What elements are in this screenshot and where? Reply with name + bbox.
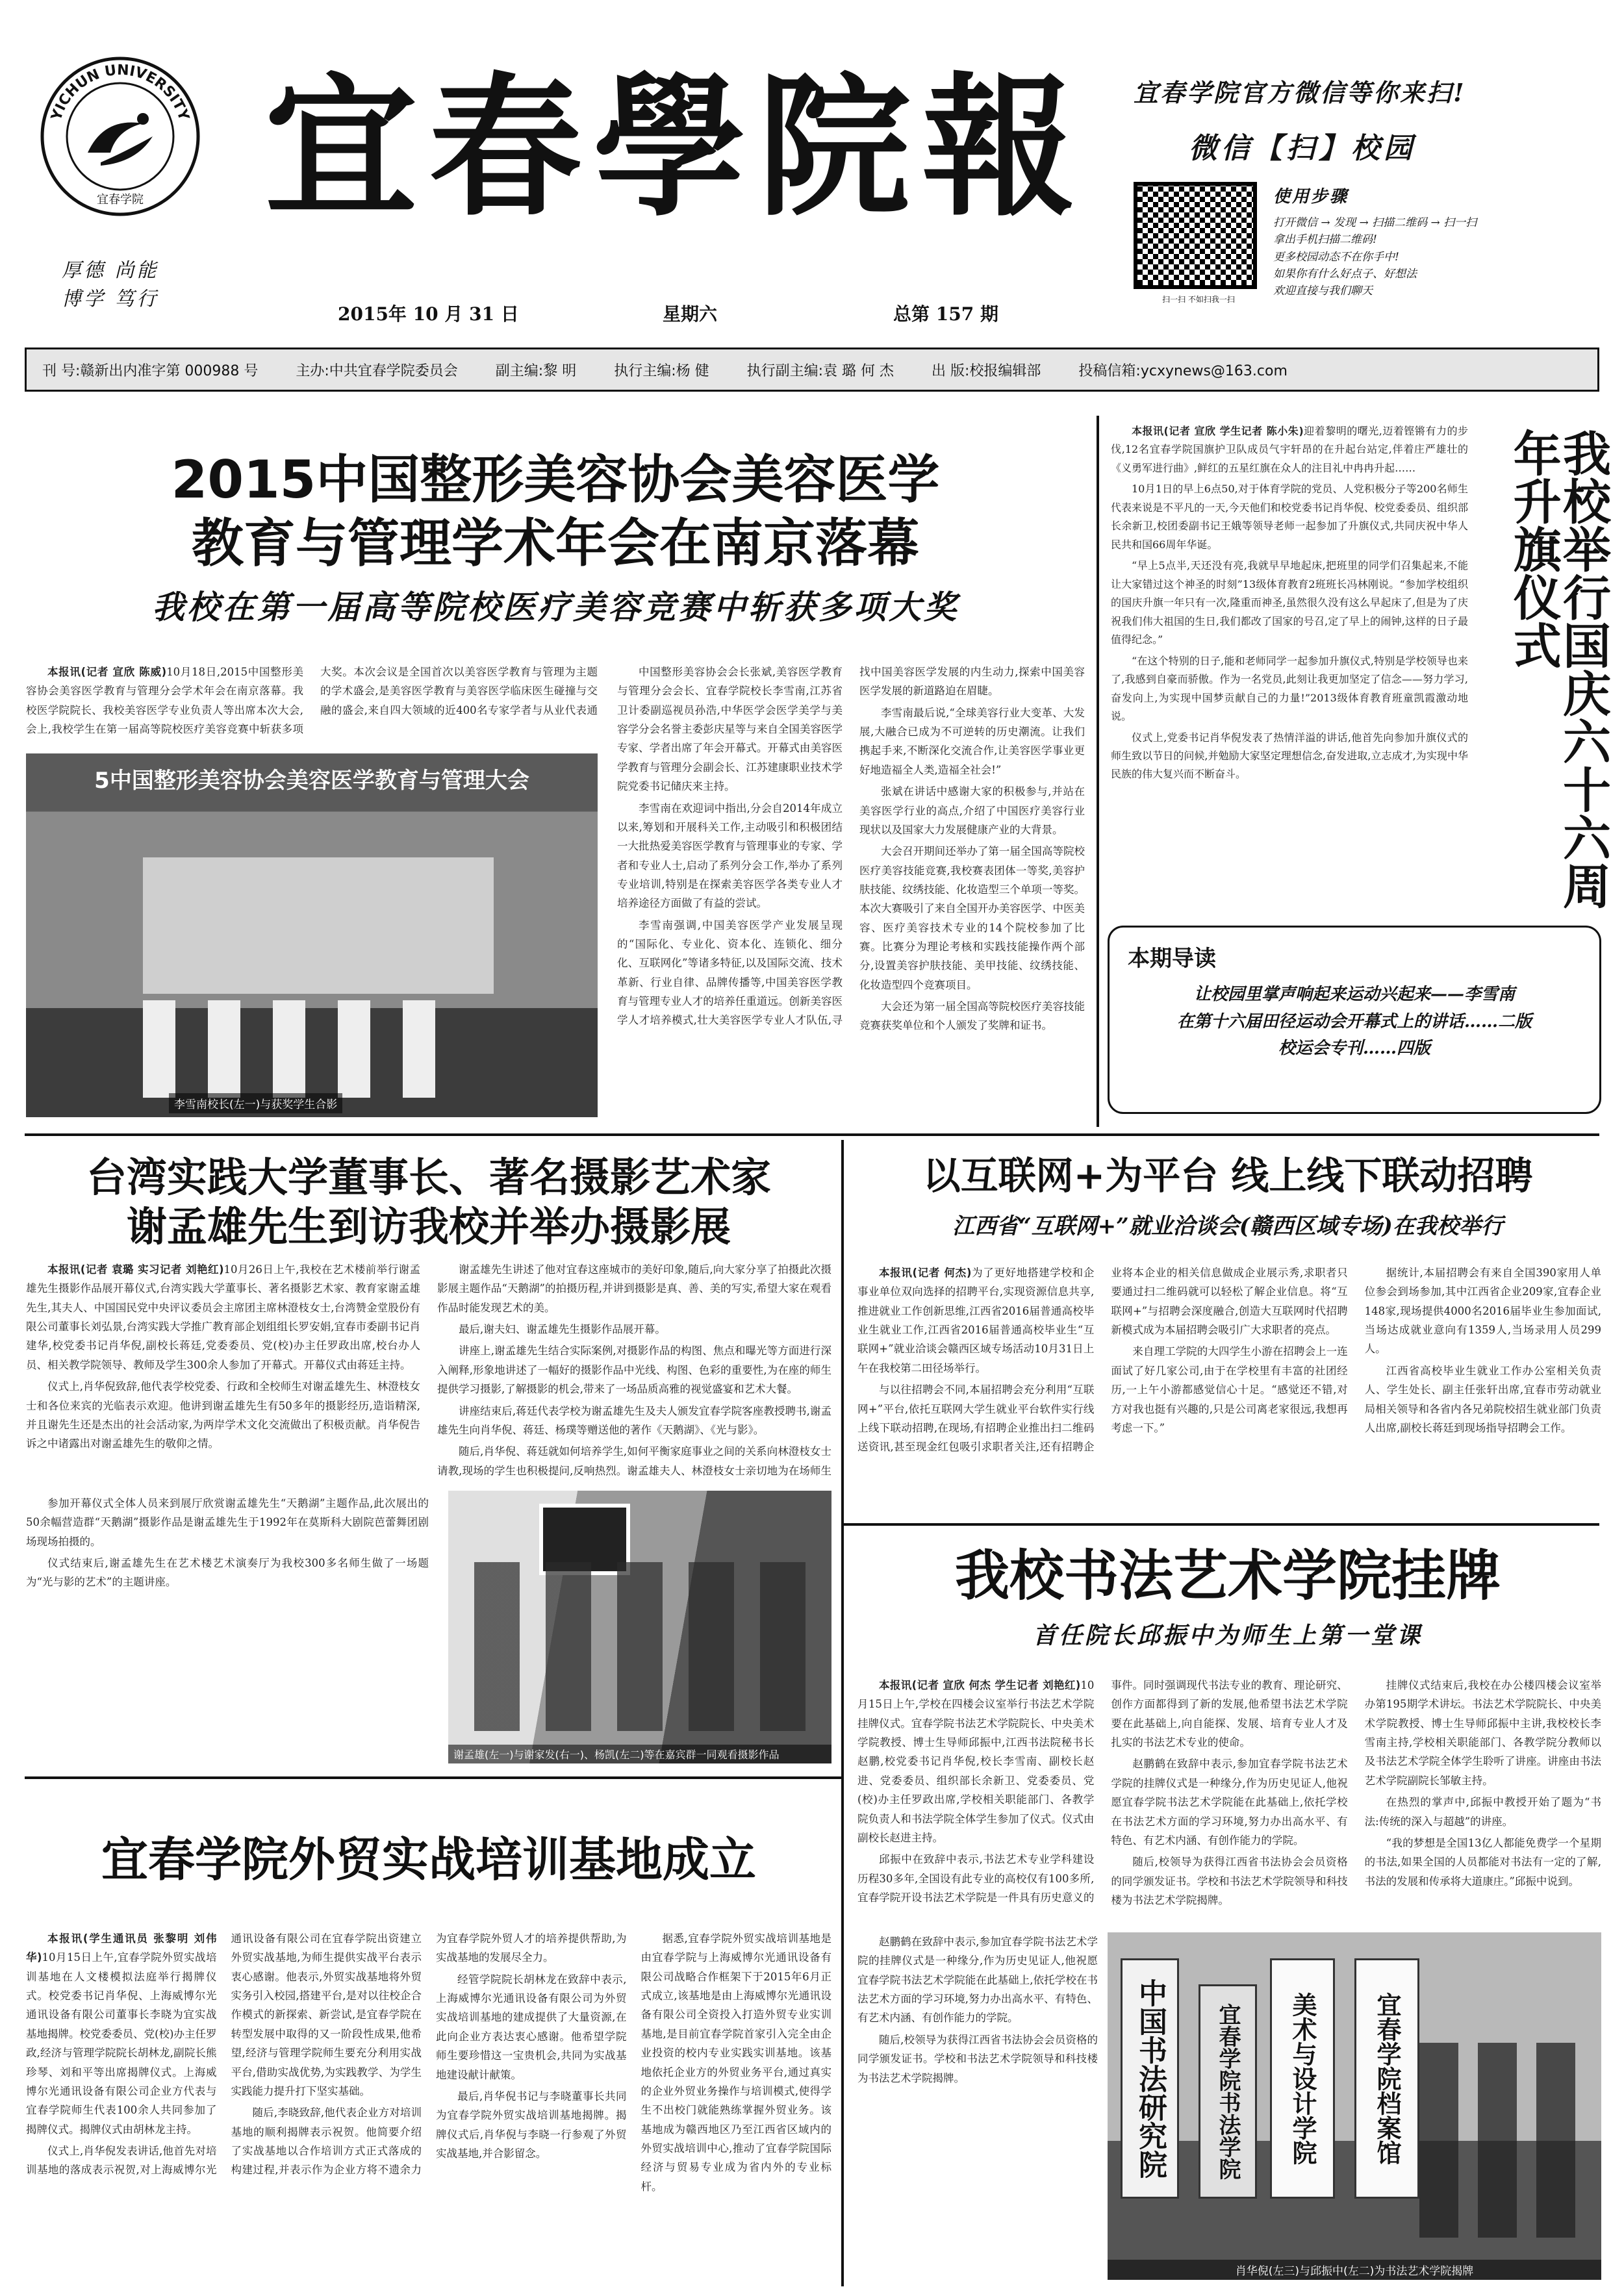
logo-univ-en: YICHUN UNIVERSITY [48, 62, 192, 123]
article6-title: 宜春学院外贸实战培训基地成立 [101, 1832, 756, 1887]
divider-horizontal-1 [25, 1133, 1599, 1136]
article5-byline: 本报讯(记者 宣欣 何杰 学生记者 刘艳红) [879, 1679, 1081, 1691]
info-bar [25, 347, 1599, 392]
usage-text: 打开微信 → 发现 → 扫描二维码 → 扫一扫 拿出手机扫描二维码! 更多校园动态不在你手中! 如果你有什么好点子、好想法 欢迎直接与我们聊天 [1273, 216, 1477, 298]
school-motto: 厚德 尚能 博学 笃行 [62, 259, 159, 310]
divider-vertical-top [1097, 416, 1099, 1127]
info-deputy-editor: 副主编:黎 明 [495, 362, 577, 379]
ceremony-attendees [1419, 2043, 1595, 2238]
info-exec-editor: 执行主编:杨 健 [614, 362, 709, 379]
article6-body: 本报讯(学生通讯员 张黎明 刘伟华)10月15日上午,宜春学院外贸实战培训基地在人文楼模拟法庭举行揭牌仪式。校党委书记肖华倪、上海威博尔光通讯设备有限公司董事长李晓为宜实战基地揭牌。校党委委员、党(校)办主任罗政,经济与管理学院院长胡林龙,副院长熊珍琴、刘和平等出席揭牌仪式。上海威博尔光通讯设备有限公司企业方代表与宜春学院师生代表100余人共同参加了揭牌仪式。揭牌仪式由胡林龙主持。 仪式上,肖华倪发表讲话,他首先对培训基地的落成表示祝贺,对上海威博尔光通讯设备有限公司在宜春学院出资建立外贸实战基地,为师生提供实战平台表示衷心感谢。他表示,外贸实战基地将外贸实务引入校园,搭建平台,是对以往校企合作模式的新探索、新尝试,是宜春学院在转型发展中取得的又一阶段性成果,他希望,经济与管理学院师生要充分利用实战平台,借助实战优势,为实践教学、为学生实践能力提升打下坚实基础。 随后,李晓致辞,他代表企业方对培训基地的顺利揭牌表示祝贺。他简要介绍了实战基地以合作培训方式正式落成的构建过程,并表示作为企业方将不遗余力为宜春学院外贸人才的培养提供帮助,为实战基地的发展尽全力。 经管学院院长胡林龙在致辞中表示,上海威博尔光通讯设备有限公司为外贸实战培训基地的建成提供了大量资源,在此向企业方表达衷心感谢。他希望学院师生要珍惜这一宝贵机会,共同为实战基地建设献计献策。 最后,肖华倪书记与李晓董事长共同为宜春学院外贸实战培训基地揭牌。揭牌仪式后,肖华倪与李晓一行参观了外贸实战基地,并合影留念。 据悉,宜春学院外贸实战培训基地是由宜春学院与上海威博尔光通讯设备有限公司战略合作框架下于2015年6月正式成立,该基地是由上海威博尔光通讯设备有限公司全资投入打造外贸专业实训基地,是目前宜春学院首家引入完全由企业投资的校内专业实践实训基地。该基地依托企业方的外贸业务平台,通过真实的企业外贸业务操作与培训模式,使得学生不出校门就能熟练掌握外贸业务。该基地成为赣西地区乃至江西省区域内的外贸实战培训中心,推动了宜春学院国际经济与贸易专业成为省内外的专业标杆。 [26, 1932, 831, 2193]
article1-photo-banner: 5中国整形美容协会美容医学教育与管理大会 [94, 768, 529, 794]
plaque-1: 中国书法研究院 [1121, 1958, 1179, 2199]
article5-body-b: 赵鹏鹤在致辞中表示,参加宜春学院书法艺术学院的挂牌仪式是一种缘分,作为历史见证人,他祝愿宜春学院书法艺术学院能在此基础上,依托学校在书法艺术方面的学习环境,努力办出高水平、有特色、有艺术内涵、有创作能力的学院。 随后,校领导为获得江西省书法协会会员资格的同学颁发证书。学校和书法艺术学院领导和科技楼为书法艺术学院揭牌。 [857, 1936, 1098, 2084]
info-exec-deputy: 执行副主编:袁 璐 何 杰 [746, 362, 894, 379]
article3-title: 台湾实践大学董事长、著名摄影艺术家 谢孟雄先生到访我校并举办摄影展 [86, 1154, 771, 1250]
article5-body-a: 本报讯(记者 宣欣 何杰 学生记者 刘艳红)10月15日上午,学校在四楼会议室举行书法艺术学院挂牌仪式。宜春学院书法艺术学院院长、中央美术学院教授、博士生导师邱振中,江西书法院秘书长赵鹏,校党委书记肖华倪,校长李雪南、副校长赵进、党委委员、组织部长余新卫、党委委员、党(校)办主任罗政出席,学校相关职能部门、各教学院负责人和书法学院全体学生参加了仪式。仪式由副校长赵进主持。 邱振中在致辞中表示,书法艺术专业学科建设历程30多年,全国设有此专业的高校仅有100多所,宜春学院开设书法艺术学院是一件具有历史意义的事件。同时强调现代书法专业的教育、理论研究、创作方面都得到了新的发展,他希望书法艺术学院要在此基础上,向自能探、发展、培育专业人才及扎实的书法艺术专业的使命。 赵鹏鹤在致辞中表示,参加宜春学院书法艺术学院的挂牌仪式是一种缘分,作为历史见证人,他祝愿宜春学院书法艺术学院能在此基础上,依托学校在书法艺术方面的学习环境,努力办出高水平、有特色、有艺术内涵、有创作能力的学院。 随后,校领导为获得江西省书法协会会员资格的同学颁发证书。学校和书法艺术学院领导和科技楼为书法艺术学院揭牌。 挂牌仪式结束后,我校在办公楼四楼会议室举办第195期学术讲坛。书法艺术学院院长、中央美术学院教授、博士生导师邱振中主讲,我校校长李雪南主持,学校相关职能部门、各教学院分教师以及书法艺术学院全体学生聆听了讲座。讲座由书法艺术学院副院长邹敏主持。 在热烈的掌声中,邱振中教授开始了题为“书法:传统的深入与超越”的讲座。 “我的梦想是全国13亿人都能免费学一个星期的书法,如果全国的人员都能对书法有一定的了解,书法的发展和传承将大道康庄。”邱振中说到。 [857, 1679, 1601, 1906]
wechat-slogan: 宜春学院官方微信等你来扫! [1134, 78, 1466, 107]
info-sponsor: 主办:中共宜春学院委员会 [296, 362, 458, 379]
article1-body-a: 本报讯(记者 宣欣 陈威)10月18日,2015中国整形美容协会美容医学教育与管理分会学术年会在南京落幕。我校医学院院长、我校美容医学专业负责人等出席本次大会,会上,我校学生在第一届高等院校医疗美容竞赛中斩获多项大奖。本次会议是全国首次以美容医学教育与管理为主题的学术盛会,是美容医学教育与美容医学临床医生碰撞与交融的盛会,来自四大领域的近400名专家学者与从业代表通 [26, 666, 598, 736]
issue-date: 2015年 10 月 31 日 [338, 303, 519, 325]
article4-byline: 本报讯(记者 何杰) [879, 1267, 972, 1279]
article4-subtitle: 江西省“互联网+”就业洽谈会(赣西区域专场)在我校举行 [952, 1213, 1503, 1239]
university-logo [39, 55, 201, 218]
wechat-title: 微信【扫】校园 [1189, 132, 1416, 165]
article4-body: 本报讯(记者 何杰)为了更好地搭建学校和企事业单位双向选择的招聘平台,实现资源信息共享,推进就业工作创新思维,江西省2016届普通高校毕业生就业工作,江西省2016届普通高校毕业生“互联网+”就业洽谈会赣西区域专场活动10月31日上午在我校第二田径场举行。 与以往招聘会不同,本届招聘会充分利用“互联网+”平台,依托互联网大学生就业平台软件实行线上线下联动招聘,在现场,有招聘企业推出扫二维码送资讯,甚至现金红包吸引求职者关注,还有招聘企业将本企业的相关信息做成企业展示秀,求职者只要通过扫二维码就可以轻松了解企业信息。将“互联网+”与招聘会深度融合,创造大互联网时代招聘新模式成为本届招聘会吸引广大求职者的亮点。 来自理工学院的大四学生小游在招聘会上一连面试了好几家公司,由于在学校里有丰富的社团经历,一上午小游都感觉信心十足。“感觉还不错,对方对我也挺有兴趣的,只是公司离老家很远,我想再考虑一下。” 据统计,本届招聘会有来自全国390家用人单位参会到场参加,其中江西省企业209家,宜春企业148家,现场提供4000名2016届毕业生参加面试,当场达成就业意向有1359人,当场录用人员299人。 江西省高校毕业生就业工作办公室相关负责人、学生处长、副主任张轩出席,宜春市劳动就业局相关领导和各省内各兄弟院校招生就业部门负责人出席,副校长蒋廷到现场指导招聘会工作。 [857, 1267, 1601, 1454]
article1-photo-stage [143, 857, 494, 994]
guide-line-1[interactable]: 让校园里掌声响起来运动兴起来——李雪南 [1193, 985, 1515, 1004]
guide-line-3[interactable]: 校运会专刊……四版 [1278, 1039, 1430, 1059]
article2-title: 我校举行国庆六十六周年升旗仪式 [1505, 429, 1611, 909]
info-publisher: 出 版:校报编辑部 [932, 362, 1041, 379]
university-seal-icon [39, 55, 201, 218]
svg-text:YICHUN UNIVERSITY [48, 62, 192, 123]
article1-photo-caption: 李雪南校长(左一)与获奖学生合影 [169, 1093, 342, 1113]
article4-title: 以互联网+为平台 线上线下联动招聘 [922, 1154, 1533, 1198]
article3-body-a: 本报讯(记者 袁璐 实习记者 刘艳红)10月26日上午,我校在艺术楼前举行谢孟雄先生摄影作品展开幕仪式,台湾实践大学董事长、著名摄影艺术家、教育家谢孟雄先生,其夫人、中国国民党中央评议委员会主席团主席林澄枝女士,台湾赞金堂股份有限公司董事长刘弘景,台湾实践大学推广教育部企划组组长罗安娟,宜春市委副书记肖建华,校党委书记肖华倪,副校长蒋廷,党委委员、党(校)办主任罗政出席,校台办人员、相关教学院领导、教师及学生300余人参加了开幕式。开幕仪式由蒋廷主持。 仪式上,肖华倪致辞,他代表学校党委、行政和全校师生对谢孟雄先生、林澄枝女士和各位来宾的光临表示欢迎。他讲到谢孟雄先生有50多年的摄影经历,造诣精深,并且谢先生还是杰出的社会活动家,为两岸学术文化交流做出了积极贡献。肖华倪告诉之中诸露出对谢孟雄先生的敬仰之情。 谢孟雄先生讲述了他对宜春这座城市的美好印象,随后,向大家分享了拍摄此次摄影展主题作品“天鹅湖”的拍摄历程,并讲到摄影是真、善、美的写实,希望大家在观看作品时能发现艺术的美。 最后,谢夫妇、谢孟雄先生摄影作品展开幕。 讲座上,谢孟雄先生结合实际案例,对摄影作品的构图、焦点和曝光等方面进行深入阐释,形象地讲述了一幅好的摄影作品中光线、构图、色彩的重要性,为在座的师生提供学习摄影,了解摄影的机会,带来了一场品质高雅的视觉盛宴和艺术大餐。 讲座结束后,蒋廷代表学校为谢孟雄先生及夫人颁发宜春学院客座教授聘书,谢孟雄先生向肖华倪、蒋廷、杨璞等赠送他的著作《天鹅湖》、《光与影》。 随后,肖华倪、蒋廷就如何培养学生,如何平衡家庭事业之间的关系向林澄枝女士请教,现场的学生也积极提问,反响热烈。谢孟雄夫人、林澄枝女士亲切地为在场师生 [26, 1263, 831, 1477]
article2-byline: 本报讯(记者 宣欣 学生记者 陈小朱) [1132, 425, 1304, 437]
visitor-silhouettes [474, 1562, 812, 1731]
article6-byline: 本报讯(学生通讯员 张黎明 刘伟华) [26, 1932, 217, 1964]
article2-body: 本报讯(记者 宣欣 学生记者 陈小朱)迎着黎明的曙光,迈着铿锵有力的步伐,12名宜春学院国旗护卫队成员气宇轩昂的在升起台站定,伴着庄严雄壮的《义勇军进行曲》,鲜红的五星红旗在众人的注目礼中冉冉升起…… 10月1日的早上6点50,对于体育学院的党员、人党积极分子等200名师生代表来说是不平凡的一天,今天他们和校党委书记肖华倪、校党委委员、组织部长余新卫,校团委副书记王娥等领导老师一起参加了升旗仪式,共同庆祝中华人民共和国66周年华诞。 “早上5点半,天还没有亮,我就早早地起床,把班里的同学们召集起来,不能让大家错过这个神圣的时刻”13级体育教育2班班长冯林刚说。“参加学校组织的国庆升旗一年只有一次,隆重而神圣,虽然很久没有这么早起床了,但是为了庆祝我们伟大祖国的生日,我们都改了国家的号召,定了早上的闹钟,这样的日子最值得纪念。” “在这个特别的日子,能和老师同学一起参加升旗仪式,特别是学校领导也来了,我感到自豪而骄傲。作为一名党员,此刻让我更加坚定了信念——努力学习,奋发向上,为实现中国梦贡献自己的力量!”2013级体育教育班童凯霞激动地说。 仪式上,党委书记肖华倪发表了热情洋溢的讲话,他首先向参加升旗仪式的师生致以节日的问候,并勉励大家坚定理想信念,奋发进取,立志成才,为实现中华民族的伟大复兴而不断奋斗。 [1111, 425, 1468, 781]
article5-subtitle: 首任院长邱振中为师生上第一堂课 [1032, 1622, 1423, 1649]
logo-univ-cn: 宜春学院 [97, 193, 144, 207]
article1-byline: 本报讯(记者 宣欣 陈威) [47, 666, 167, 678]
article1-title: 2015中国整形美容协会美容医学 教育与管理学术年会在南京落幕 [171, 449, 940, 574]
article5-title: 我校书法艺术学院挂牌 [954, 1544, 1501, 1608]
guide-title: 本期导读 [1128, 946, 1216, 972]
info-email: 投稿信箱:ycxynews@163.com [1078, 362, 1288, 379]
article1-body-b: 中国整形美容协会会长张斌,美容医学教育与管理分会会长、宜春学院校长李雪南,江苏省卫计委副巡视员孙浩,中华医学会医学美学与美容学分会名誉主委彭庆星等与来自全国美容医学专家、学者出席了年会开幕式。开幕式由美容医学教育与管理分会副会长、江苏建康职业技术学院党委书记储庆来主持。 李雪南在欢迎词中指出,分会自2014年成立以来,筹划和开展科关工作,主动吸引和积极团结一大批热爱美容医学教育与管理事业的专家、学者和专业人士,启动了系列分会工作,举办了系列专业培训,特别是在探索美容医学各类专业人才培养途径方面做了有益的尝试。 李雪南强调,中国美容医学产业发展呈现的“国际化、专业化、资本化、连锁化、细分化、互联网化”等诸多特征,以及国际交流、技术革新、行业自律、品牌传播等,中国美容医学教育与管理专业人才的培养任重道远。创新美容医学人才培养模式,壮大美容医学专业人才队伍,寻找中国美容医学发展的内生动力,探索中国美容医学发展的新道路迫在眉睫。 李雪南最后说,“全球美容行业大变革、大发展,大融合已成为不可逆转的历史潮流。让我们携起手来,不断深化交流合作,让美容医学事业更好地造福全人类,造福全社会!” 张斌在讲话中感谢大家的积极参与,并站在美容医学行业的高点,介绍了中国医疗美容行业现状以及国家大力发展健康产业的大背景。 大会召开期间还举办了第一届全国高等院校医疗美容技能竞赛,我校赛表团体一等奖,美容护肤技能、纹绣技能、化妆造型三个单项一等奖。本次大赛吸引了来自全国开办美容医学、中医美容、医疗美容技术专业的14个院校参加了比赛。比赛分为理论考核和实践技能操作两个部分,设置美容护肤技能、美甲技能、纹绣技能、化妆造型四个竞赛项目。 大会还为第一届全国高等院校医疗美容技能竞赛获奖单位和个人颁发了奖牌和证书。 [617, 666, 1085, 1032]
wechat-qr-code[interactable] [1134, 182, 1257, 289]
info-license: 刊 号:赣新出内准字第 000988 号 [42, 362, 259, 379]
plaque-2: 美术与设计学院 [1270, 1958, 1335, 2199]
plaque-3: 宜春学院书法学院 [1199, 1984, 1257, 2199]
issue-number: 总第 157 期 [893, 303, 998, 325]
divider-horizontal-3 [25, 1776, 841, 1779]
article1-subtitle: 我校在第一届高等院校医疗美容竞赛中斩获多项大奖 [152, 588, 959, 626]
article3-photo-caption: 谢孟雄(左一)与谢家发(右一)、杨凯(左二)等在嘉宾群一同观看摄影作品 [448, 1745, 831, 1763]
award-students-silhouettes [143, 1000, 455, 1098]
article3-photo [448, 1491, 831, 1763]
newspaper-title: 宜春學院報 [264, 58, 1087, 237]
guide-box [1108, 926, 1601, 1114]
issue-weekday: 星期六 [663, 303, 718, 325]
article5-photo-caption: 肖华倪(左三)与邱振中(左二)为书法艺术学院揭牌 [1108, 2260, 1601, 2280]
article3-body-b: 参加开幕仪式全体人员来到展厅欣赏谢孟雄先生“天鹅湖”主题作品,此次展出的50余幅营造群“天鹅湖”摄影作品是谢孟雄先生于1992年在莫斯科大剧院芭蕾舞团剧场现场拍摄的。 仪式结束后,谢孟雄先生在艺术楼艺术演奏厅为我校300多名师生做了一场题为“光与影的艺术”的主题讲座。 [26, 1497, 429, 1589]
qr-caption: 扫一扫 不如扫我一扫 [1162, 295, 1235, 304]
guide-line-2[interactable]: 在第十六届田径运动会开幕式上的讲话……二版 [1176, 1011, 1532, 1031]
usage-title: 使用步骤 [1273, 187, 1349, 207]
plaque-4: 宜春学院档案馆 [1354, 1958, 1419, 2199]
divider-horizontal-2 [844, 1523, 1599, 1526]
divider-vertical-mid [841, 1140, 844, 2286]
article1-photo [26, 753, 598, 1117]
article5-photo [1108, 1932, 1601, 2280]
article3-byline: 本报讯(记者 袁璐 实习记者 刘艳红) [47, 1263, 224, 1276]
